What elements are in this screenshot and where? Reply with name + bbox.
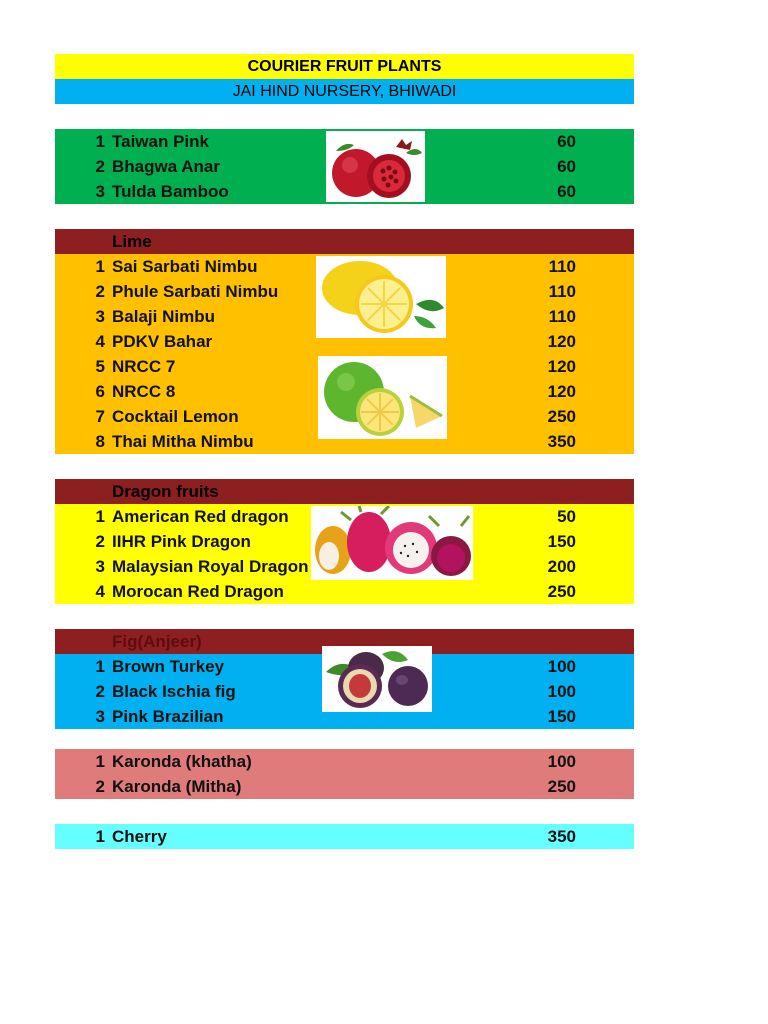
list-item: 6 NRCC 8 120 xyxy=(95,382,576,401)
list-item: 1 Karonda (khatha) 100 xyxy=(95,752,576,771)
dragon-fruit-image xyxy=(311,506,473,580)
section-heading-lime: Lime xyxy=(55,229,634,254)
pomegranate-image xyxy=(326,131,425,202)
karonda-section xyxy=(55,749,634,799)
page-title: COURIER FRUIT PLANTS xyxy=(55,54,634,79)
list-item: 1 Brown Turkey 100 xyxy=(95,657,576,676)
list-item: 3 Balaji Nimbu 110 xyxy=(95,307,576,326)
list-item: 7 Cocktail Lemon 250 xyxy=(95,407,576,426)
dragon-fruit-section xyxy=(55,504,634,604)
list-item: 2 Bhagwa Anar 60 xyxy=(95,157,576,176)
fig-image xyxy=(322,646,432,712)
list-item: 2 IIHR Pink Dragon 150 xyxy=(95,532,576,551)
nursery-name: JAI HIND NURSERY, BHIWADI xyxy=(55,79,634,104)
pomegranate-section xyxy=(55,129,634,204)
orange-lime-image xyxy=(318,356,447,439)
list-item: 2 Black Ischia fig 100 xyxy=(95,682,576,701)
lemon-image xyxy=(316,256,446,338)
list-item: 2 Phule Sarbati Nimbu 110 xyxy=(95,282,576,301)
list-item: 3 Pink Brazilian 150 xyxy=(95,707,576,726)
cherry-section xyxy=(55,824,634,849)
section-heading-fig: Fig(Anjeer) xyxy=(55,629,634,654)
list-item: 2 Karonda (Mitha) 250 xyxy=(95,777,576,796)
list-item: 1 Taiwan Pink 60 xyxy=(95,132,576,151)
lime-section xyxy=(55,254,634,454)
list-item: 3 Tulda Bamboo 60 xyxy=(95,182,576,201)
price-list-sheet xyxy=(55,54,634,849)
list-item: 1 Cherry 350 xyxy=(95,827,576,846)
fig-section xyxy=(55,654,634,729)
list-item: 4 PDKV Bahar 120 xyxy=(95,332,576,351)
list-item: 4 Morocan Red Dragon 250 xyxy=(95,582,576,601)
list-item: 5 NRCC 7 120 xyxy=(95,357,576,376)
list-item: 1 Sai Sarbati Nimbu 110 xyxy=(95,257,576,276)
list-item: 1 American Red dragon 50 xyxy=(95,507,576,526)
list-item: 3 Malaysian Royal Dragon 200 xyxy=(95,557,576,576)
section-heading-dragon-fruits: Dragon fruits xyxy=(55,479,634,504)
list-item: 8 Thai Mitha Nimbu 350 xyxy=(95,432,576,451)
